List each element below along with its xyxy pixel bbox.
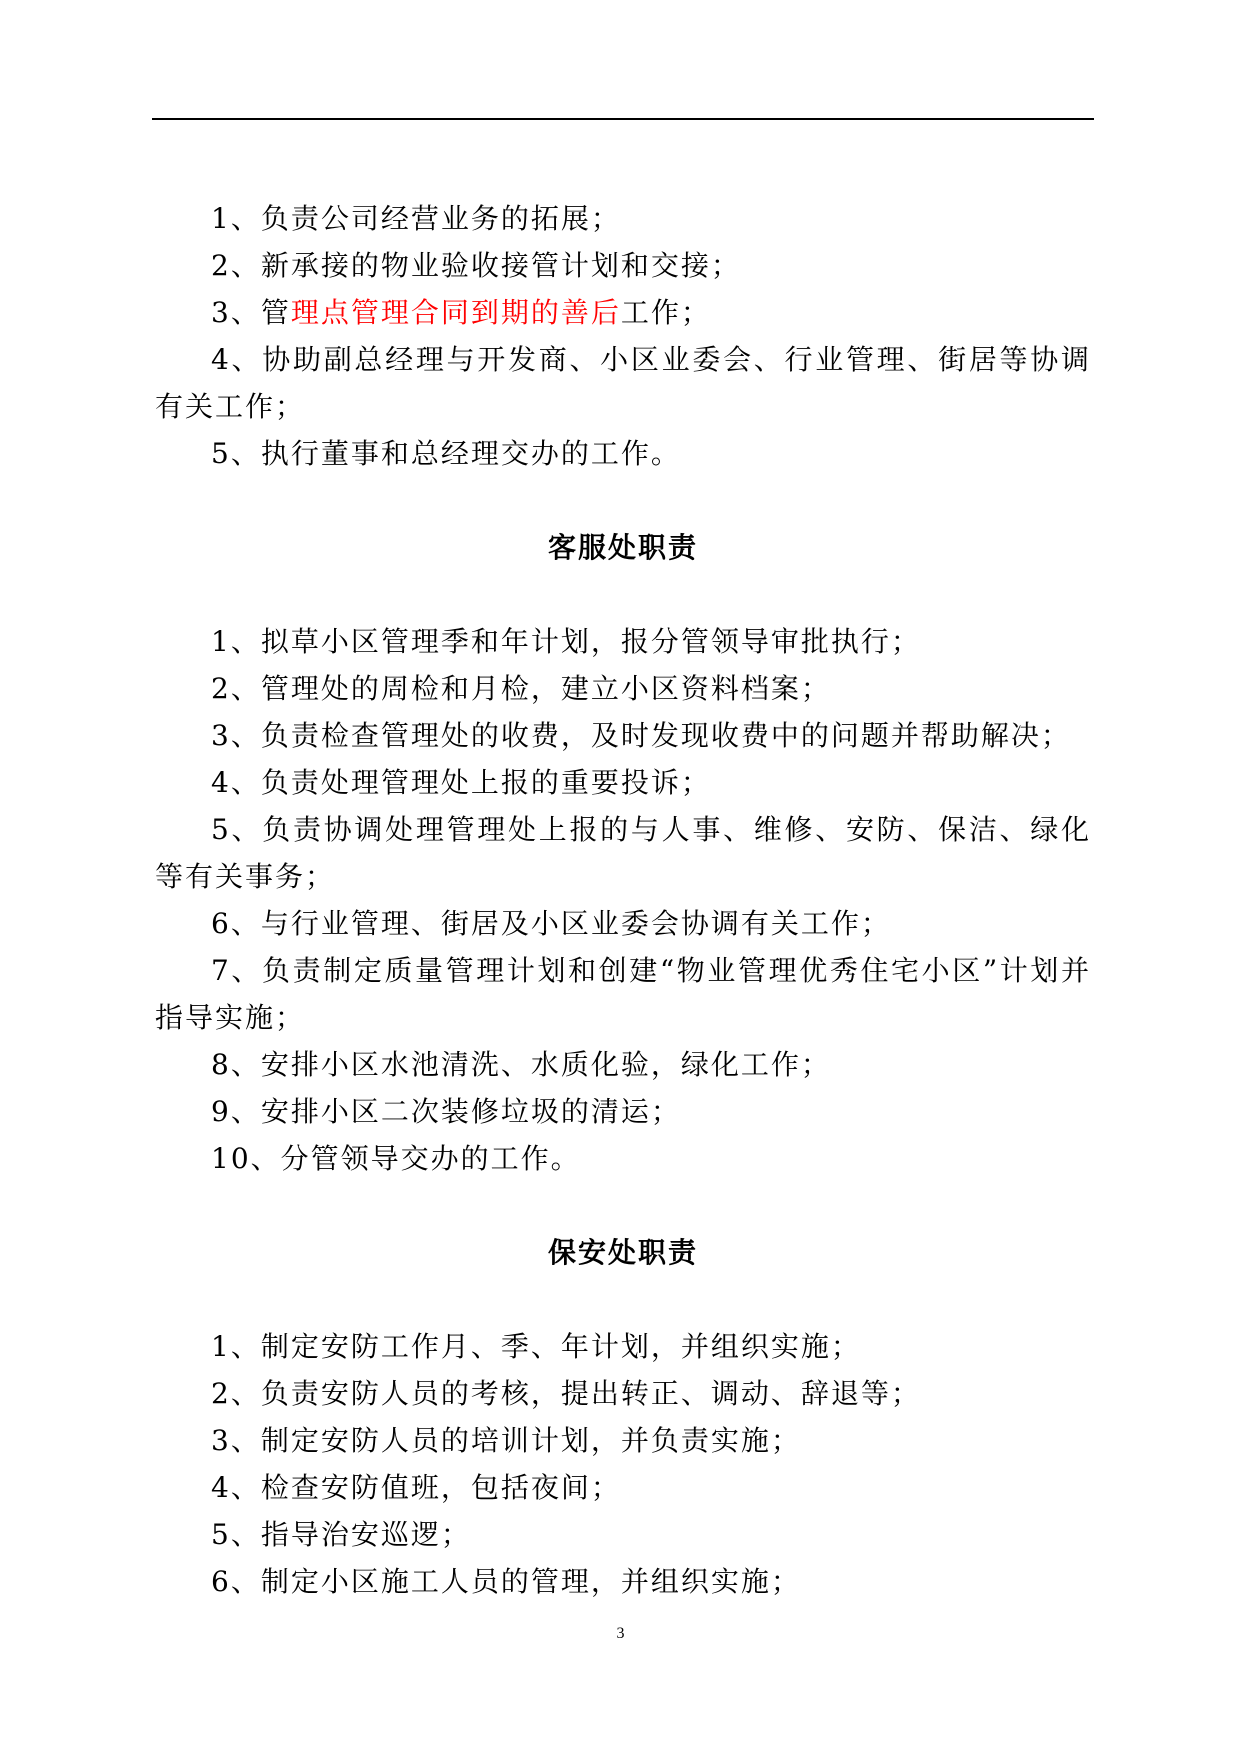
list-item: 2、管理处的周检和月检，建立小区资料档案； — [211, 672, 831, 705]
list-item: 2、负责安防人员的考核，提出转正、调动、辞退等； — [211, 1377, 921, 1410]
list-item: 3、制定安防人员的培训计划，并负责实施； — [211, 1424, 801, 1457]
list-item: 4、协助副总经理与开发商、小区业委会、行业管理、街居等协调有关工作； — [155, 343, 1091, 423]
list-item: 5、指导治安巡逻； — [211, 1518, 471, 1551]
list-item: 3、负责检查管理处的收费，及时发现收费中的问题并帮助解决； — [211, 719, 1071, 752]
section-2 — [155, 618, 1091, 1182]
section-1 — [155, 195, 1091, 477]
item-suffix: 工作； — [620, 296, 711, 329]
list-item: 10、分管领导交办的工作。 — [211, 1142, 581, 1175]
list-item: 1、制定安防工作月、季、年计划，并组织实施； — [211, 1330, 861, 1363]
list-item: 9、安排小区二次装修垃圾的清运； — [211, 1095, 681, 1128]
document-body — [155, 195, 1091, 1605]
page-number: 3 — [616, 1625, 625, 1642]
section-heading-security: 保安处职责 — [547, 1236, 698, 1269]
list-item: 6、与行业管理、街居及小区业委会协调有关工作； — [211, 907, 891, 940]
highlighted-text: 理点管理合同到期的善后 — [290, 296, 621, 329]
list-item: 1、拟草小区管理季和年计划，报分管领导审批执行； — [211, 625, 921, 658]
list-item: 4、负责处理管理处上报的重要投诉； — [211, 766, 711, 799]
header-rule — [152, 118, 1094, 120]
list-item: 1、负责公司经营业务的拓展； — [211, 202, 621, 235]
list-item: 4、检查安防值班，包括夜间； — [211, 1471, 621, 1504]
list-item: 5、负责协调处理管理处上报的与人事、维修、安防、保洁、绿化等有关事务； — [155, 813, 1091, 893]
list-item: 7、负责制定质量管理计划和创建“物业管理优秀住宅小区”计划并指导实施； — [155, 954, 1091, 1034]
item-prefix: 3、管 — [211, 296, 291, 329]
section-3 — [155, 1323, 1091, 1605]
list-item: 5、执行董事和总经理交办的工作。 — [211, 437, 681, 470]
list-item: 8、安排小区水池清洗、水质化验，绿化工作； — [211, 1048, 831, 1081]
list-item: 2、新承接的物业验收接管计划和交接； — [211, 249, 741, 282]
section-heading-customer-service: 客服处职责 — [547, 531, 698, 564]
list-item-highlighted — [155, 289, 1091, 336]
list-item: 6、制定小区施工人员的管理，并组织实施； — [211, 1565, 801, 1598]
